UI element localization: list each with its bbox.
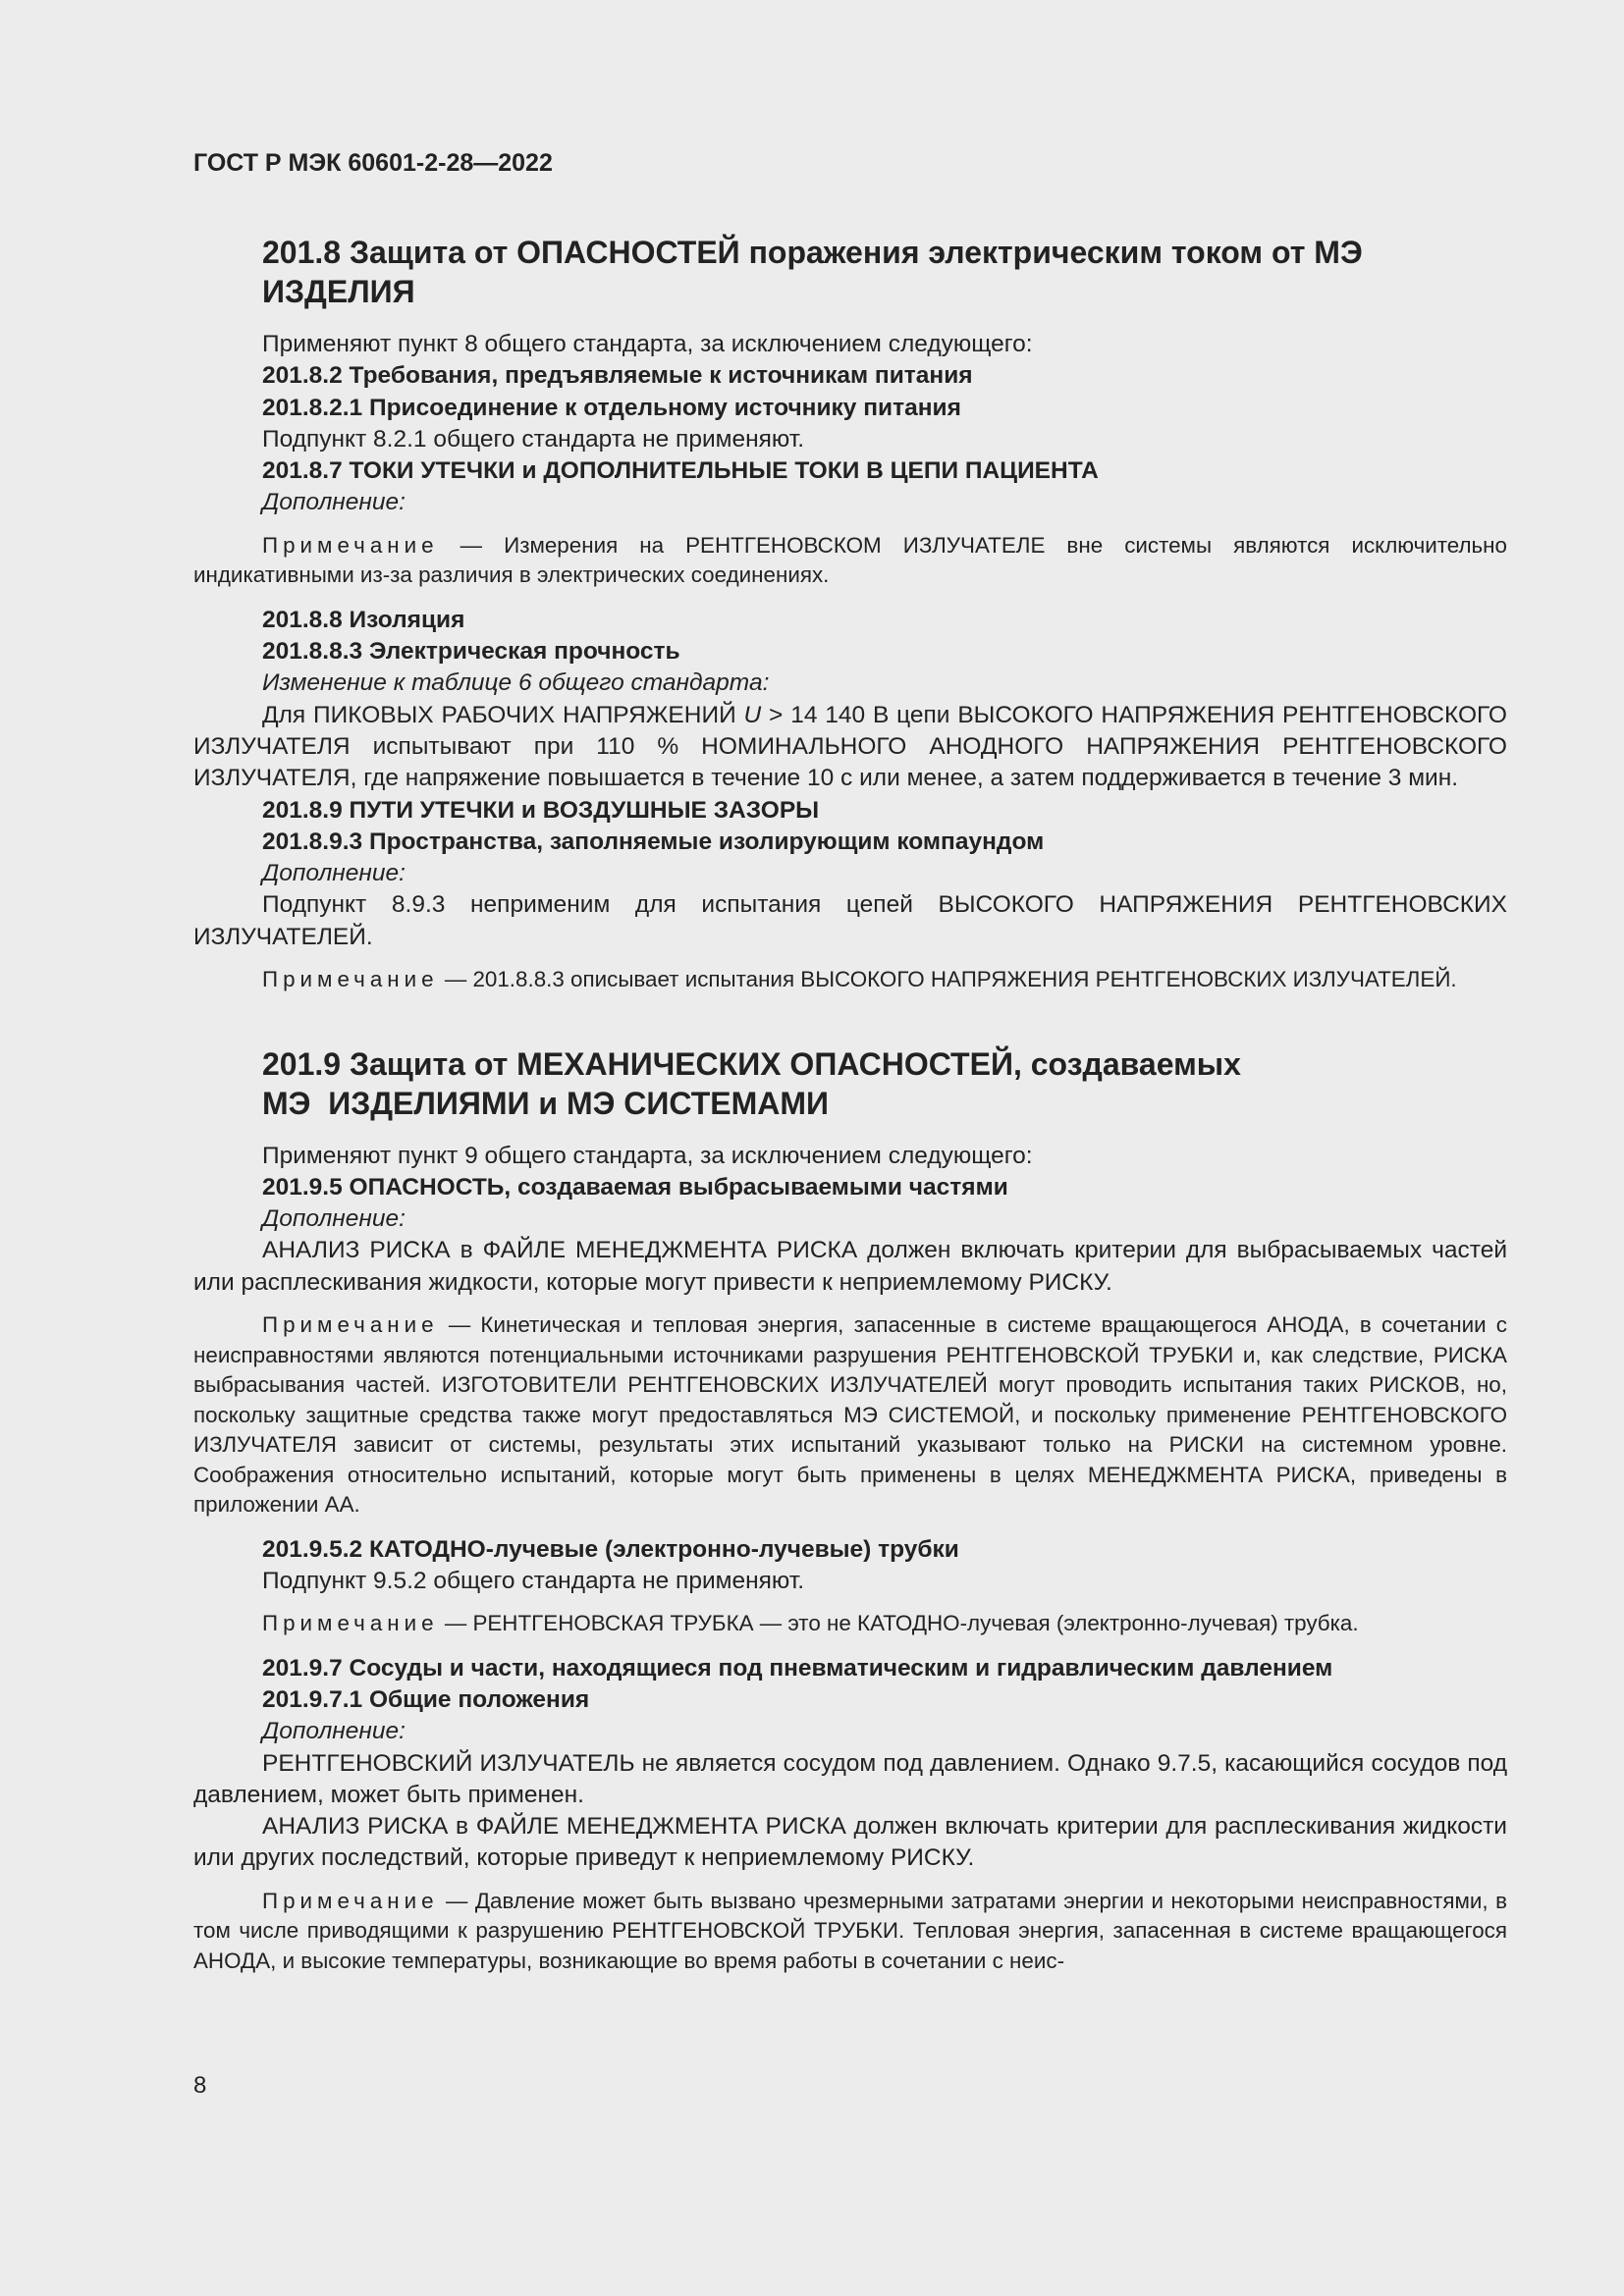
section-title-201-9 <box>262 1044 1507 1123</box>
subsection-heading: 201.8.7 ТОКИ УТЕЧКИ и ДОПОЛНИТЕЛЬНЫЕ ТОКИ В ЦЕПИ ПАЦИЕНТА <box>262 457 1099 485</box>
note <box>193 531 1507 591</box>
note-text: — Кинетическая и тепловая энергия, запасенные в системе вращающегося АНОДА, в сочетании с неисправностями являются потенциальными источниками разрушения РЕНТГЕНОВСКОЙ ТРУБКИ и, как следствие, РИСКА выбрасывания частей. ИЗГОТОВИТЕЛИ РЕНТГЕНОВСКИХ ИЗЛУЧАТЕЛЕЙ могут проводить испытания таких РИСКОВ, но, поскольку защитные средства также могут предоставляться МЭ СИСТЕМОЙ, и поскольку применение РЕНТГЕНОВСКОГО ИЗЛУЧАТЕЛЯ зависит от системы, результаты этих испытаний указывают только на РИСКИ на системном уровне. Соображения относительно испытаний, которые могут быть применены в целях МЕНЕДЖМЕНТА РИСКА, приведены в приложении АА. <box>193 1312 1507 1518</box>
note-label: Примечание <box>262 1312 439 1338</box>
note-text: — РЕНТГЕНОВСКАЯ ТРУБКА — это не КАТОДНО-лучевая (электронно-лучевая) трубка. <box>438 1611 1359 1636</box>
paragraph: Подпункт 8.2.1 общего стандарта не применяют. <box>262 425 805 453</box>
subsection-heading: 201.9.5 ОПАСНОСТЬ, создаваемая выбрасываемыми частями <box>262 1173 1008 1201</box>
section-title-line: 201.8 Защита от ОПАСНОСТЕЙ поражения электрическим током от МЭ <box>262 235 1363 270</box>
addition-label: Дополнение: <box>262 1205 406 1233</box>
note-label: Примечание <box>262 967 439 992</box>
note <box>193 965 1507 995</box>
page-content <box>193 147 1507 1990</box>
page-number: 8 <box>193 2072 207 2099</box>
note-text: — 201.8.8.3 описывает испытания ВЫСОКОГО НАПРЯЖЕНИЯ РЕНТГЕНОВСКИХ ИЗЛУЧАТЕЛЕЙ. <box>438 967 1457 992</box>
subsection-heading: 201.8.9 ПУТИ УТЕЧКИ и ВОЗДУШНЫЕ ЗАЗОРЫ <box>262 796 820 824</box>
paragraph: Применяют пункт 9 общего стандарта, за исключением следующего: <box>262 1142 1033 1169</box>
subsection-heading: 201.8.9.3 Пространства, заполняемые изолирующим компаундом <box>262 828 1045 855</box>
paragraph: АНАЛИЗ РИСКА в ФАЙЛЕ МЕНЕДЖМЕНТА РИСКА должен включать критерии для выбрасываемых частей или расплескивания жидкости, которые могут привести к неприемлемому РИСКУ. <box>193 1237 1507 1296</box>
paragraph: Применяют пункт 8 общего стандарта, за исключением следующего: <box>262 331 1033 357</box>
section-title-line: МЭ ИЗДЕЛИЯМИ и МЭ СИСТЕМАМИ <box>262 1085 829 1121</box>
note-text: — Давление может быть вызвано чрезмерными затратами энергии и некоторыми неисправностями, в том числе приводящими к разрушению РЕНТГЕНОВСКОЙ ТРУБКИ. Тепловая энергия, запасенная в системе вращающегося АНОДА, и высокие температуры, возникающие во время работы в сочетании с неис- <box>193 1888 1507 1973</box>
subsection-heading: 201.8.8 Изоляция <box>262 606 465 633</box>
paragraph: АНАЛИЗ РИСКА в ФАЙЛЕ МЕНЕДЖМЕНТА РИСКА должен включать критерии для расплескивания жидкости или других последствий, которые приведут к неприемлемому РИСКУ. <box>193 1813 1507 1872</box>
subsection-heading: 201.8.2 Требования, предъявляемые к источникам питания <box>262 362 973 390</box>
section-gap <box>193 1009 1507 1044</box>
note <box>193 1310 1507 1521</box>
paragraph: Подпункт 8.9.3 неприменим для испытания цепей ВЫСОКОГО НАПРЯЖЕНИЯ РЕНТГЕНОВСКИХ ИЗЛУЧАТЕЛЕЙ. <box>193 891 1507 950</box>
paragraph: Подпункт 9.5.2 общего стандарта не применяют. <box>262 1567 805 1594</box>
addition-label: Дополнение: <box>262 489 406 516</box>
note-text: — Измерения на РЕНТГЕНОВСКОМ ИЗЛУЧАТЕЛЕ вне системы являются исключительно индикативными из-за различия в электрических соединениях. <box>193 532 1507 588</box>
note-label: Примечание <box>262 532 439 558</box>
subsection-heading: 201.8.2.1 Присоединение к отдельному источнику питания <box>262 394 961 421</box>
subsection-heading: 201.8.8.3 Электрическая прочность <box>262 638 680 666</box>
note <box>193 1609 1507 1639</box>
note-label: Примечание <box>262 1611 439 1636</box>
subsection-heading: 201.9.5.2 КАТОДНО-лучевые (электронно-лучевые) трубки <box>262 1535 959 1563</box>
note <box>193 1887 1507 1977</box>
text-run: Для ПИКОВЫХ РАБОЧИХ НАПРЯЖЕНИЙ <box>262 701 744 728</box>
addition-label: Дополнение: <box>262 860 406 887</box>
note-label: Примечание <box>262 1888 439 1913</box>
subsection-heading: 201.9.7 Сосуды и части, находящиеся под пневматическим и гидравлическим давлением <box>262 1654 1333 1682</box>
standard-header: ГОСТ Р МЭК 60601-2-28—2022 <box>193 149 553 177</box>
section-title-201-8 <box>262 233 1507 311</box>
section-title-line: 201.9 Защита от МЕХАНИЧЕСКИХ ОПАСНОСТЕЙ, создаваемых <box>262 1045 1241 1082</box>
paragraph <box>193 700 1507 795</box>
paragraph: РЕНТГЕНОВСКИЙ ИЗЛУЧАТЕЛЬ не является сосудом под давлением. Однако 9.7.5, касающийся сосудов под давлением, может быть применен. <box>193 1749 1507 1808</box>
addition-label: Дополнение: <box>262 1718 406 1745</box>
section-title-line: ИЗДЕЛИЯ <box>262 274 415 309</box>
text-run: > 14 140 В цепи ВЫСОКОГО НАПРЯЖЕНИЯ РЕНТГЕНОВСКОГО ИЗЛУЧАТЕЛЯ испытывают при 110 % НОМИНАЛЬНОГО АНОДНОГО НАПРЯЖЕНИЯ РЕНТГЕНОВСКОГО ИЗЛУЧАТЕЛЯ, где напряжение повышается в течение 10 с или менее, а затем поддерживается в течение 3 мин. <box>193 701 1507 792</box>
voltage-symbol: U <box>743 701 762 728</box>
subsection-heading: 201.9.7.1 Общие положения <box>262 1685 590 1713</box>
change-label: Изменение к таблице 6 общего стандарта: <box>262 669 770 697</box>
